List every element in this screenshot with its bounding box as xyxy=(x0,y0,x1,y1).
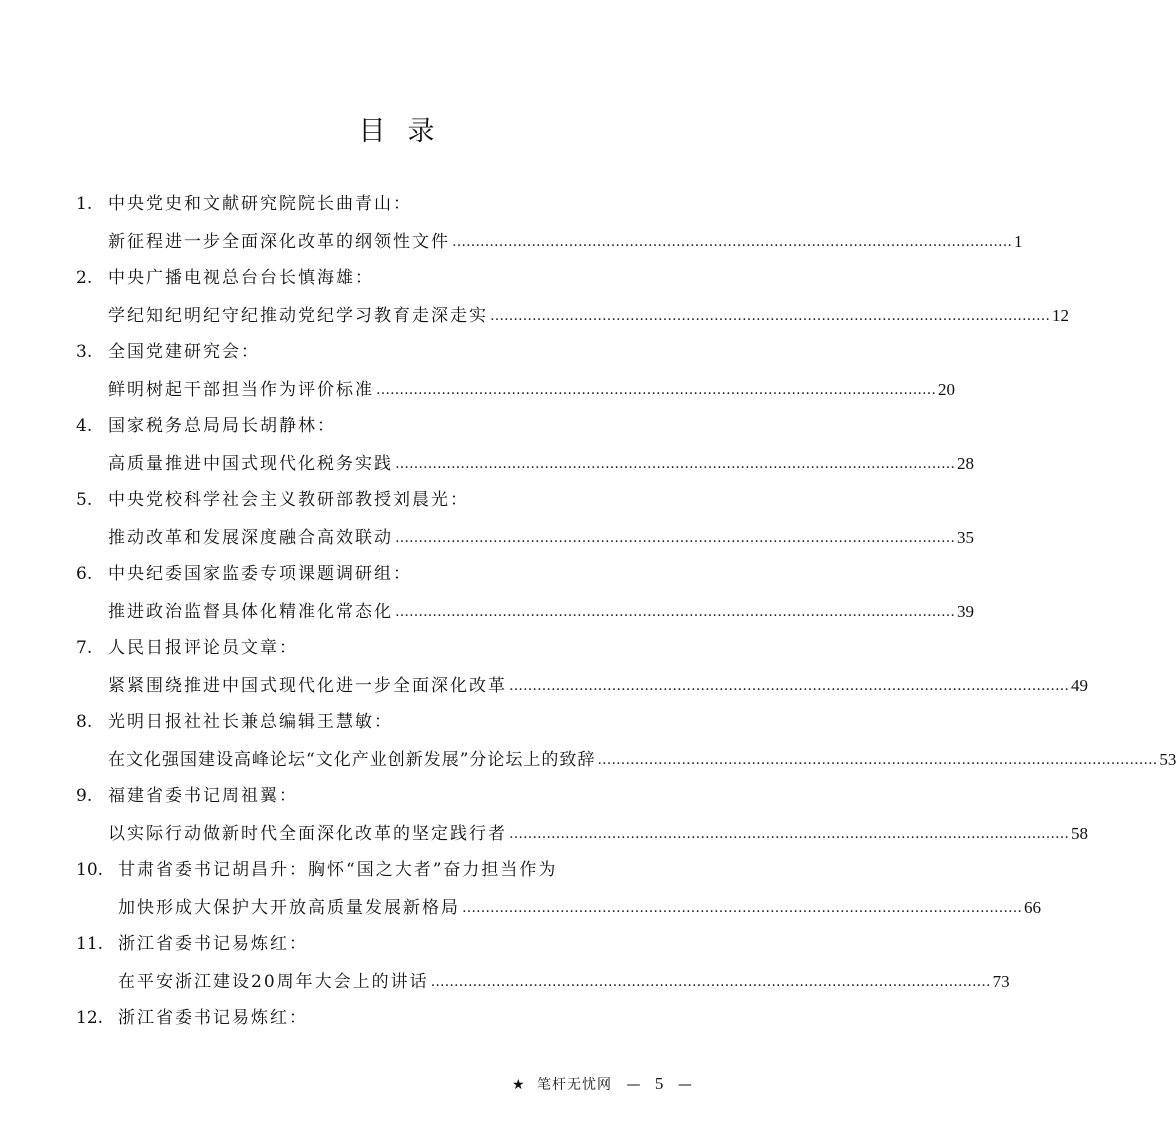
entry-number: 1. xyxy=(76,194,93,214)
entry-page-number: 12 xyxy=(1052,306,1069,325)
footer-dash-right: — xyxy=(677,1077,692,1093)
entry-page-number: 1 xyxy=(1014,232,1023,251)
entry-title[interactable]: 紧紧围绕推进中国式现代化进一步全面深化改革 xyxy=(108,676,507,696)
dot-leader: ………………………………………………………………………………………………………… xyxy=(509,678,1069,694)
entry-author: 甘肃省委书记胡昌升：胸怀“国之大者”奋力担当作为 xyxy=(118,860,558,880)
toc-entry-heading xyxy=(0,408,793,445)
toc-entry-heading xyxy=(0,778,793,815)
entry-author: 中央党校科学社会主义教研部教授刘晨光： xyxy=(108,490,469,510)
entry-author: 浙江省委书记易炼红： xyxy=(118,1008,308,1028)
entry-number: 12. xyxy=(76,1008,104,1028)
entry-page-number: 35 xyxy=(957,528,974,547)
toc-entry-heading xyxy=(0,260,793,297)
dot-leader: ………………………………………………………………………………………………………… xyxy=(597,752,1158,768)
entry-title[interactable]: 以实际行动做新时代全面深化改革的坚定践行者 xyxy=(108,824,507,844)
entry-page-number: 28 xyxy=(957,454,974,473)
toc-entry-heading xyxy=(0,852,793,889)
toc-entry-heading xyxy=(0,704,793,741)
entry-number: 3. xyxy=(76,342,93,362)
entry-title[interactable]: 加快形成大保护大开放高质量发展新格局 xyxy=(118,898,460,918)
toc-entry-title-line xyxy=(0,667,1088,704)
entry-author: 人民日报评论员文章： xyxy=(108,638,298,658)
entry-page-number: 73 xyxy=(992,972,1010,991)
toc-entry-title-line xyxy=(0,889,1041,926)
entry-author: 福建省委书记周祖翼： xyxy=(108,786,298,806)
toc-entry-title-line xyxy=(0,223,1023,260)
toc-entry-title-line xyxy=(0,445,974,482)
entry-author: 光明日报社社长兼总编辑王慧敏： xyxy=(108,712,393,732)
entry-page-number: 39 xyxy=(957,602,974,621)
entry-title[interactable]: 在文化强国建设高峰论坛“文化产业创新发展”分论坛上的致辞 xyxy=(108,750,596,770)
entry-number: 4. xyxy=(76,416,93,436)
toc-entry-heading xyxy=(0,1000,793,1037)
entry-author: 全国党建研究会： xyxy=(108,342,260,362)
footer-brand: 笔杆无忧网 xyxy=(537,1077,613,1093)
entry-author: 中央广播电视总台台长慎海雄： xyxy=(108,268,374,288)
toc-entry-title-line xyxy=(0,297,1069,334)
page-title: 目录 xyxy=(358,116,457,147)
toc-entry-heading xyxy=(0,926,793,963)
dot-leader: ………………………………………………………………………………………………………… xyxy=(430,974,991,990)
dot-leader: ………………………………………………………………………………………………………… xyxy=(462,900,1022,916)
entry-title[interactable]: 新征程进一步全面深化改革的纲领性文件 xyxy=(108,232,450,252)
entry-author: 浙江省委书记易炼红： xyxy=(118,934,308,954)
entry-title[interactable]: 在平安浙江建设20周年大会上的讲话 xyxy=(118,972,429,992)
footer-page-number: 5 xyxy=(654,1074,664,1093)
toc-entry-heading xyxy=(0,186,793,223)
dot-leader: ………………………………………………………………………………………………………… xyxy=(395,456,955,472)
toc-entry-heading xyxy=(0,482,793,519)
toc-entry-heading xyxy=(0,334,793,371)
toc-entry-title-line xyxy=(0,371,955,408)
entry-title[interactable]: 鲜明树起干部担当作为评价标准 xyxy=(108,380,374,400)
dot-leader: ………………………………………………………………………………………………………… xyxy=(509,826,1069,842)
entry-number: 8. xyxy=(76,712,93,732)
entry-title[interactable]: 学纪知纪明纪守纪推动党纪学习教育走深走实 xyxy=(108,306,488,326)
entry-author: 中央党史和文献研究院院长曲青山： xyxy=(108,194,412,214)
entry-number: 6. xyxy=(76,564,93,584)
dot-leader: ………………………………………………………………………………………………………… xyxy=(490,308,1050,324)
star-icon: ★ xyxy=(512,1077,525,1093)
entry-title[interactable]: 高质量推进中国式现代化税务实践 xyxy=(108,454,393,474)
entry-page-number: 20 xyxy=(938,380,955,399)
entry-page-number: 66 xyxy=(1024,898,1041,917)
entry-number: 11. xyxy=(76,934,104,954)
toc-entry-title-line xyxy=(0,963,1010,1000)
entry-number: 2. xyxy=(76,268,93,288)
entry-title[interactable]: 推动改革和发展深度融合高效联动 xyxy=(108,528,393,548)
page-footer xyxy=(512,1071,692,1097)
dot-leader: ………………………………………………………………………………………………………… xyxy=(452,234,1012,250)
dot-leader: ………………………………………………………………………………………………………… xyxy=(395,604,955,620)
toc-entry-title-line xyxy=(0,741,1176,778)
toc-entry-title-line xyxy=(0,815,1088,852)
toc-entry-heading xyxy=(0,630,793,667)
toc-entry-title-line xyxy=(0,519,974,556)
dot-leader: ………………………………………………………………………………………………………… xyxy=(376,382,936,398)
entry-number: 10. xyxy=(76,860,104,880)
toc-entry-heading xyxy=(0,556,793,593)
entry-page-number: 58 xyxy=(1071,824,1088,843)
footer-dash-left: — xyxy=(626,1077,641,1093)
dot-leader: ………………………………………………………………………………………………………… xyxy=(395,530,955,546)
entry-author: 中央纪委国家监委专项课题调研组： xyxy=(108,564,412,584)
toc-entry-title-line xyxy=(0,593,974,630)
entry-author: 国家税务总局局长胡静林： xyxy=(108,416,336,436)
entry-number: 9. xyxy=(76,786,93,806)
entry-number: 5. xyxy=(76,490,93,510)
entry-page-number: 49 xyxy=(1071,676,1088,695)
entry-number: 7. xyxy=(76,638,93,658)
entry-title[interactable]: 推进政治监督具体化精准化常态化 xyxy=(108,602,393,622)
entry-page-number: 53 xyxy=(1159,750,1176,769)
